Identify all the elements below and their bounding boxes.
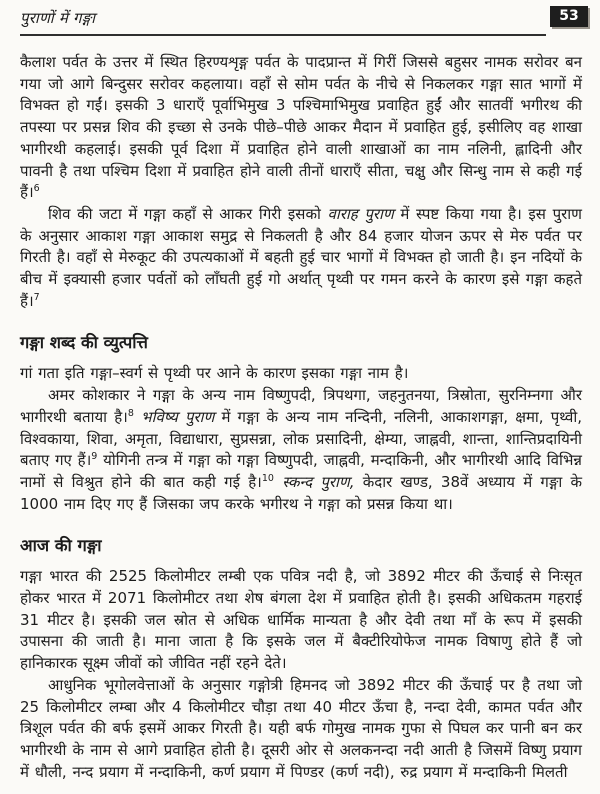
text-run: में स्पष्ट किया गया है। इस पुराण के अनुसार आकाश गङ्गा आकाश समुद्र से निकलती है और 84 हजार योजन ऊपर से मेरु पर्वत पर गिरती है। वहाँ से मेरुकूट की उपत्यकाओं में बहती हुई चार भागों में विभक्त हो जाती है। इन नदियों के बीच में इक्यासी हजार पर्वतों को लाँघती हुई गो अर्थात् पृथ्वी पर गमन करने के कारण इसे गङ्गा कहते हैं। (20, 204, 582, 310)
text-run: भविष्य पुराण (141, 407, 215, 426)
footnote-ref: 7 (33, 291, 40, 303)
section-heading: गङ्गा शब्द की व्युत्पत्ति (20, 333, 148, 353)
text-run: केदार खण्ड, 38वें अध्याय में गङ्गा के 1000 नाम दिए गए हैं जिसका जप करके भगीरथ ने गङ्गा को प्रसन्न किया था। (20, 472, 582, 513)
text-run: कैलाश पर्वत के उत्तर में स्थित हिरण्यशृङ्ग पर्वत के पादप्रान्त में गिरीं जिससे बहुसर नामक सरोवर बन गया जो आगे बिन्दुसर सरोवर कहलाया। वहाँ से सोम पर्वत के नीचे से निकलकर गङ्गा सात भागों में विभक्त हो गईं। इसकी 3 धाराएँ पूर्वाभिमुख 3 पश्चिमाभिमुख प्रवाहित हुईं और सातवीं भगीरथ की तपस्या पर प्रसन्न शिव की इच्छा से उनके पीछे–पीछे आकर मैदान में प्रवाहित हुई, इसीलिए वह शाखा भागीरथी कहलाई। इसकी पूर्व दिशा में प्रवाहित होने वाली शाखाओं का नाम नलिनी, ह्लादिनी और पावनी है तथा पश्चिम दिशा में प्रवाहित होने वाली तीनों धाराएँ सीता, चक्षु और सिन्धु नाम से कही गई हैं। (20, 53, 582, 202)
page-body (20, 52, 582, 783)
header-rule (20, 34, 546, 36)
text-run: अमर कोशकार ने गङ्गा के अन्य नाम विष्णुपदी, त्रिपथगा, जहनुतनया, त्रिस्रोता, सुरनिम्नगा और भागीरथी बताया है। (20, 386, 582, 426)
text-run: शिव की जटा में गङ्गा कहाँ से आकर गिरी इसको (48, 204, 328, 223)
text-run: गङ्गा भारत की 2525 किलोमीटर लम्बी एक पवित्र नदी है, जो 3892 मीटर की ऊँचाई से निःसृत होकर भारत में 2071 किलोमीटर तथा शेष बंगला देश में प्रवाहित होती है। इसकी अधिकतम गहराई 31 मीटर है। इसकी जल स्रोत से अधिक धार्मिक मान्यता है और देवी तथा माँ के रूप में इसकी उपासना की जाती है। माना जाता है कि इसके जल में बैक्टीरियोफेज नामक विषाणु होते हैं जो हानिकारक सूक्ष्म जीवों को जीवित नहीं रहने देते। (20, 567, 582, 673)
paragraph (20, 566, 582, 675)
text-run: स्कन्द पुराण, (282, 472, 355, 491)
page-header (20, 8, 582, 38)
footnote-ref: 8 (127, 407, 134, 419)
paragraph (20, 675, 582, 784)
text-run: गां गता इति गङ्गा–स्वर्ग से पृथ्वी पर आने के कारण इसका गङ्गा नाम है। (20, 364, 409, 383)
text-run (274, 473, 282, 491)
text-run: आधुनिक भूगोलवेत्ताओं के अनुसार गङ्गोत्री हिमनद जो 3892 मीटर की ऊँचाई पर है तथा जो 25 किलोमीटर लम्बा और 4 किलोमीटर चौड़ा तथा 40 मीटर ऊँचा है, नन्दा देवी, कामत पर्वत और त्रिशूल पर्वत की बर्फ इसमें आकर गिरती है। यही बर्फ गोमुख नामक गुफा से पिघल कर पानी बन कर भागीरथी के नाम से आगे प्रवाहित होती है। दूसरी ओर से अलकनन्दा नदी आती है जिसमें विष्णु प्रयाग में धौली, नन्द प्रयाग में नन्दाकिनी, कर्ण प्रयाग में पिण्डर (कर्ण नदी), रुद्र प्रयाग में मन्दाकिनी मिलती (20, 675, 582, 781)
text-run: योगिनी तन्त्र में गङ्गा को गङ्गा विष्णुपदी, जाह्नवी, मन्दाकिनी, और भागीरथी आदि विभिन्न नामों से विश्रुत होने की बात कही गई है। (20, 451, 582, 491)
paragraph (20, 363, 582, 385)
text-run: वाराह पुराण (327, 204, 394, 223)
footnote-ref: 10 (261, 472, 274, 484)
paragraph (20, 204, 582, 313)
paragraph (20, 385, 582, 515)
paragraph (20, 52, 582, 204)
text-run (134, 408, 141, 426)
page-number-badge: 53 (550, 6, 588, 27)
section-heading: आज की गङ्गा (20, 536, 102, 556)
text-run: में गङ्गा के अन्य नाम नन्दिनी, नलिनी, आकाशगङ्गा, क्षमा, पृथ्वी, विश्वकाया, शिवा, अमृता, विद्याधारा, सुप्रसन्ना, लोक प्रसादिनी, क्षेम्या, जाह्नवी, शान्ता, शान्तिप्रदायिनी बताए गए हैं। (20, 407, 582, 470)
footnote-ref: 9 (91, 451, 98, 463)
footnote-ref: 6 (33, 183, 40, 195)
running-title: पुराणों में गङ्गा (20, 9, 96, 27)
